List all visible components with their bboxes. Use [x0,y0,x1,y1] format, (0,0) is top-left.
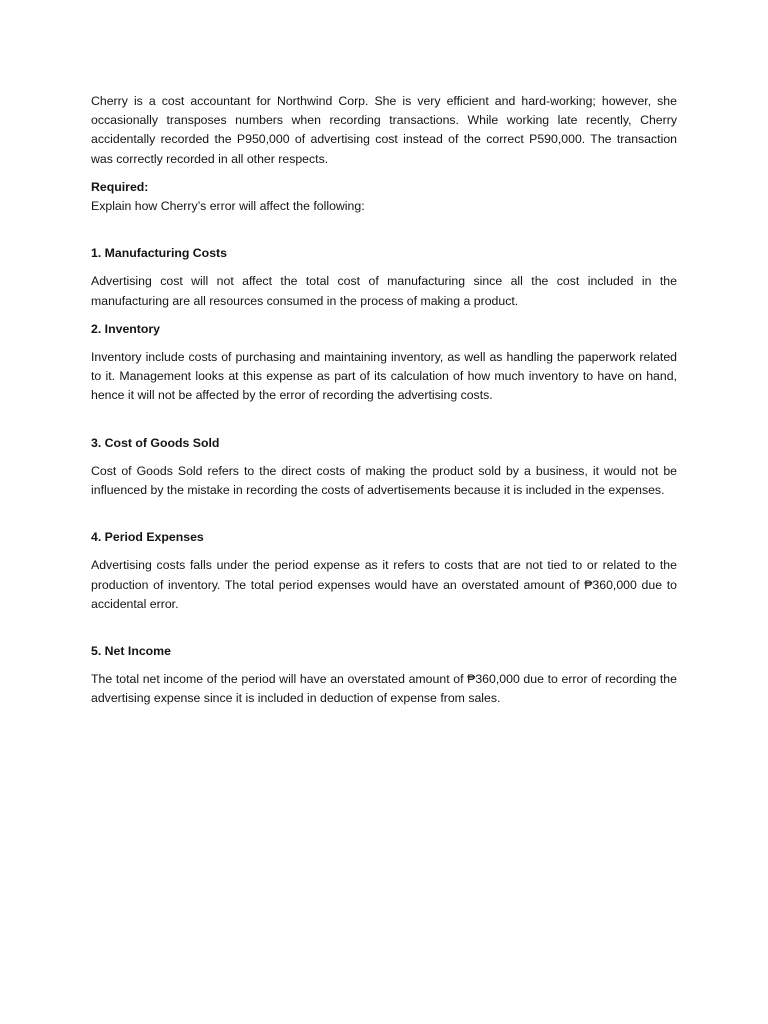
section-body: Cost of Goods Sold refers to the direct costs of making the product sold by a business, it would not be influenced by the mistake in recording the costs of advertisements because it is included in the expenses. [91,463,677,498]
section-inventory [91,320,677,406]
section-heading: 3. Cost of Goods Sold [91,435,220,450]
section-body: The total net income of the period will have an overstated amount of ₱360,000 due to error of recording the advertising expense since it is included in deduction of expense from sales. [91,672,677,706]
section-net-income [91,642,677,709]
section-cost-of-goods-sold [91,434,677,501]
section-body: Inventory include costs of purchasing and maintaining inventory, as well as handling the paperwork related to it. Management looks at this expense as part of its calculation of how much inventory to have on hand, hence it will not be affected by the error of recording the advertising costs. [91,350,677,403]
required-block [91,178,677,216]
section-heading: 2. Inventory [91,321,161,336]
section-heading: 4. Period Expenses [91,530,204,545]
section-period-expenses [91,528,677,614]
section-body: Advertising costs falls under the period expense as it refers to costs that are not tied to or related to the production of inventory. The total period expenses would have an overstated amount of ₱360,000 due to accidental error. [91,558,677,611]
document-page [91,92,677,709]
section-body: Advertising cost will not affect the total cost of manufacturing since all the cost included in the manufacturing are all resources consumed in the process of making a product. [91,274,677,308]
section-heading: 5. Net Income [91,644,171,659]
problem-statement: Cherry is a cost accountant for Northwind Corp. She is very efficient and hard-working; however, she occasionally transposes numbers when recording transactions. While working late recently, Cherry accidentally recorded the P950,000 of advertising cost instead of the correct P590,000. The transaction was correctly recorded in all other respects. [91,94,677,166]
required-prompt: Explain how Cherry’s error will affect the following: [91,199,365,214]
required-label: Required: [91,179,149,194]
section-heading: 1. Manufacturing Costs [91,246,227,261]
section-manufacturing-costs [91,244,677,311]
